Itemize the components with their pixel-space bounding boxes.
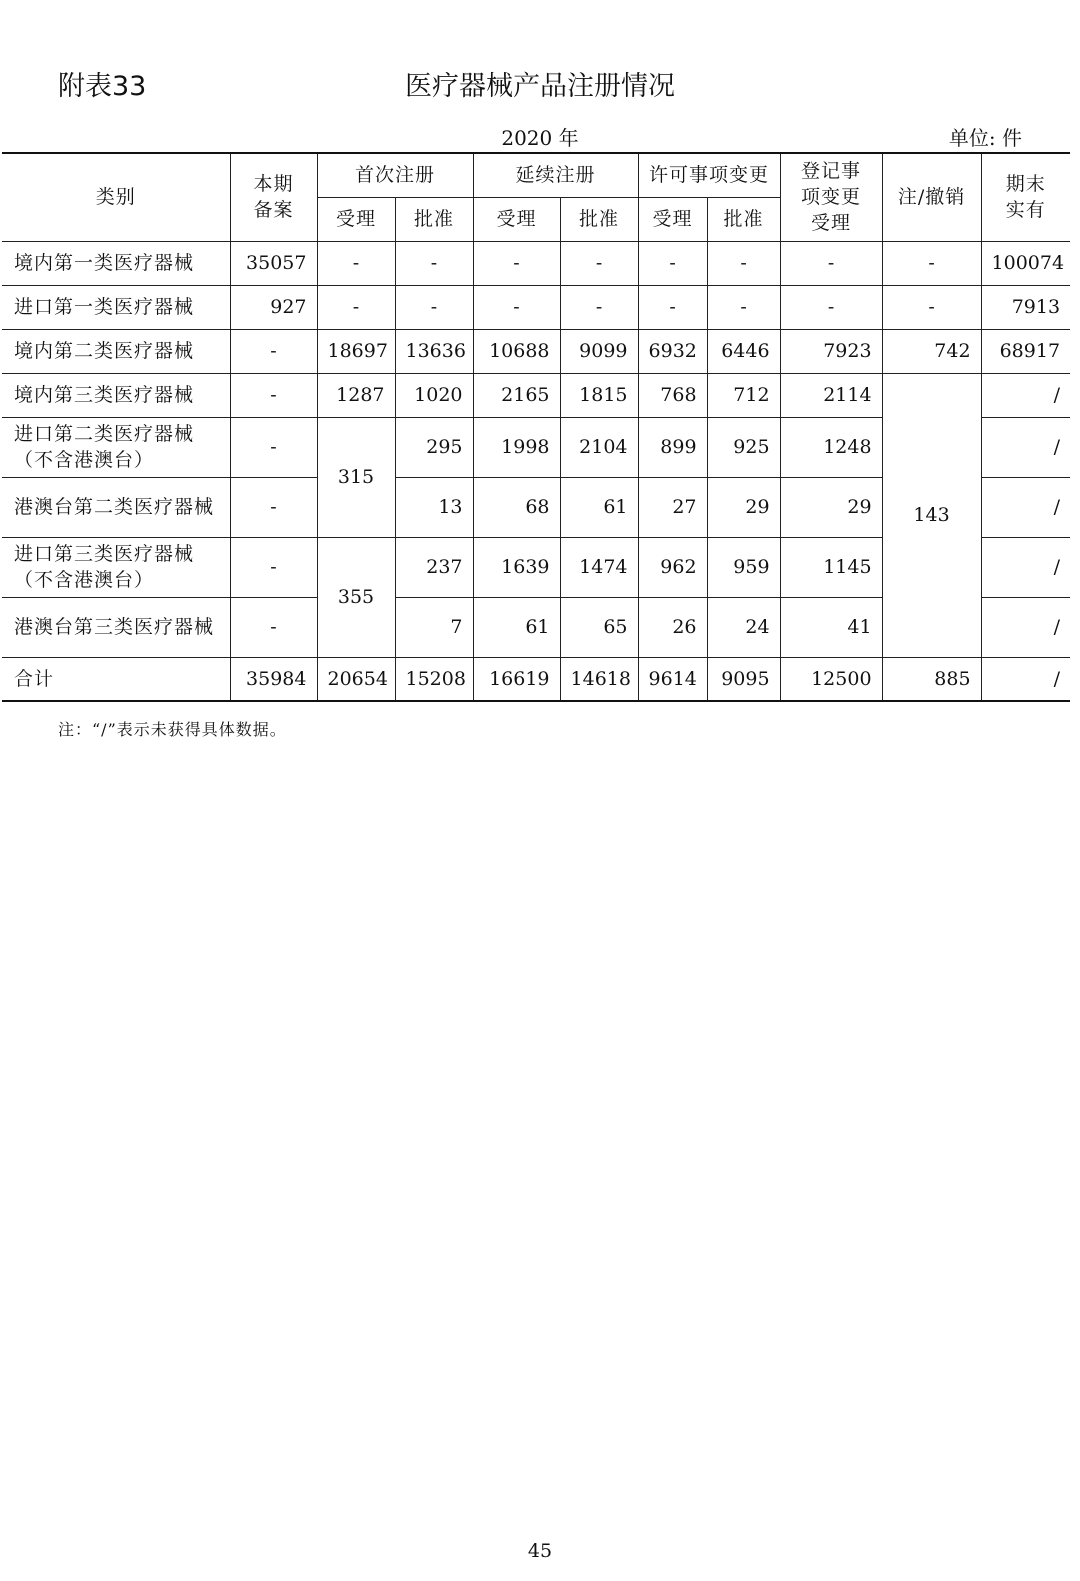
col-header-category: 类别 (2, 153, 230, 241)
cell-renew-accept: 16619 (473, 657, 560, 701)
sub-header-renew-accept: 受理 (473, 197, 560, 241)
cell-filing: 35057 (230, 241, 317, 285)
cell-registration-change: 12500 (780, 657, 882, 701)
page-number: 45 (527, 1540, 553, 1562)
cell-first-accept: - (317, 285, 395, 329)
row-category: 境内第三类医疗器械 (2, 373, 230, 417)
col-header-first-registration: 首次注册 (317, 153, 473, 197)
cell-first-accept: 20654 (317, 657, 395, 701)
cell-license-approve: - (707, 285, 780, 329)
table-row (2, 329, 1070, 373)
cell-renew-approve: 2104 (560, 417, 638, 477)
cell-license-accept: 9614 (638, 657, 707, 701)
row-category: 进口第二类医疗器械（不含港澳台） (2, 417, 230, 477)
cell-cancel: - (882, 285, 981, 329)
year-label: 2020 年 (501, 126, 579, 150)
cell-license-approve: 24 (707, 597, 780, 657)
cell-registration-change: - (780, 241, 882, 285)
cell-renew-approve: 1815 (560, 373, 638, 417)
cell-first-approve: 295 (395, 417, 473, 477)
cell-cancel-merged: 143 (882, 373, 981, 657)
cell-end-total: / (981, 537, 1070, 597)
cell-first-approve: 7 (395, 597, 473, 657)
cell-license-accept: 962 (638, 537, 707, 597)
cell-renew-accept: 10688 (473, 329, 560, 373)
cell-license-accept: 6932 (638, 329, 707, 373)
cell-renew-accept: 1998 (473, 417, 560, 477)
cell-end-total: 100074 (981, 241, 1070, 285)
cell-first-approve: 13636 (395, 329, 473, 373)
row-category: 港澳台第三类医疗器械 (2, 597, 230, 657)
sub-header-first-approve: 批准 (395, 197, 473, 241)
cell-filing: - (230, 329, 317, 373)
cell-first-approve: 13 (395, 477, 473, 537)
col-header-renewal: 延续注册 (473, 153, 638, 197)
cell-end-total: / (981, 657, 1070, 701)
col-header-license-change: 许可事项变更 (638, 153, 780, 197)
col-header-cancel: 注/撤销 (882, 153, 981, 241)
cell-renew-accept: - (473, 285, 560, 329)
unit-label: 单位: 件 (948, 126, 1022, 150)
cell-license-accept: 768 (638, 373, 707, 417)
footnote: 注：“/”表示未获得具体数据。 (58, 720, 287, 739)
cell-end-total: / (981, 477, 1070, 537)
cell-license-approve: 959 (707, 537, 780, 597)
cell-filing: 35984 (230, 657, 317, 701)
cell-filing: - (230, 597, 317, 657)
cell-renew-accept: 2165 (473, 373, 560, 417)
table-row (2, 373, 1070, 417)
cell-registration-change: - (780, 285, 882, 329)
cell-first-approve: 1020 (395, 373, 473, 417)
cell-license-approve: 925 (707, 417, 780, 477)
row-category: 进口第一类医疗器械 (2, 285, 230, 329)
cell-renew-approve: 1474 (560, 537, 638, 597)
sub-header-license-approve: 批准 (707, 197, 780, 241)
cell-first-accept-merged: 315 (317, 417, 395, 537)
cell-filing: - (230, 417, 317, 477)
table-row (2, 285, 1070, 329)
cell-first-approve: - (395, 285, 473, 329)
cell-filing: 927 (230, 285, 317, 329)
header-row-1 (2, 153, 1070, 197)
cell-license-accept: 26 (638, 597, 707, 657)
cell-registration-change: 1145 (780, 537, 882, 597)
table-row-total (2, 657, 1070, 701)
cell-license-approve: 712 (707, 373, 780, 417)
cell-renew-approve: 61 (560, 477, 638, 537)
cell-first-approve: 237 (395, 537, 473, 597)
row-category: 境内第一类医疗器械 (2, 241, 230, 285)
page-title: 医疗器械产品注册情况 (405, 71, 675, 102)
cell-license-accept: 899 (638, 417, 707, 477)
cell-renew-accept: 1639 (473, 537, 560, 597)
sub-header-first-accept: 受理 (317, 197, 395, 241)
cell-registration-change: 41 (780, 597, 882, 657)
cell-renew-approve: 65 (560, 597, 638, 657)
cell-renew-accept: 61 (473, 597, 560, 657)
cell-end-total: / (981, 597, 1070, 657)
cell-end-total: 68917 (981, 329, 1070, 373)
table-row (2, 241, 1070, 285)
cell-cancel: 885 (882, 657, 981, 701)
cell-filing: - (230, 537, 317, 597)
cell-renew-approve: - (560, 285, 638, 329)
cell-end-total: / (981, 417, 1070, 477)
col-header-end-total: 期末实有 (981, 153, 1070, 241)
sub-header-renew-approve: 批准 (560, 197, 638, 241)
cell-registration-change: 29 (780, 477, 882, 537)
cell-license-approve: - (707, 241, 780, 285)
cell-first-accept: 1287 (317, 373, 395, 417)
cell-end-total: 7913 (981, 285, 1070, 329)
cell-filing: - (230, 477, 317, 537)
row-category: 港澳台第二类医疗器械 (2, 477, 230, 537)
row-category: 进口第三类医疗器械（不含港澳台） (2, 537, 230, 597)
cell-renew-accept: 68 (473, 477, 560, 537)
cell-filing: - (230, 373, 317, 417)
cell-license-approve: 6446 (707, 329, 780, 373)
cell-registration-change: 1248 (780, 417, 882, 477)
row-category: 境内第二类医疗器械 (2, 329, 230, 373)
cell-license-approve: 9095 (707, 657, 780, 701)
cell-renew-approve: 14618 (560, 657, 638, 701)
table-number: 附表33 (58, 71, 147, 102)
sub-header-license-accept: 受理 (638, 197, 707, 241)
cell-first-accept-merged: 355 (317, 537, 395, 657)
cell-first-accept: 18697 (317, 329, 395, 373)
cell-first-approve: - (395, 241, 473, 285)
cell-renew-approve: 9099 (560, 329, 638, 373)
cell-registration-change: 7923 (780, 329, 882, 373)
row-category: 合计 (2, 657, 230, 701)
cell-license-approve: 29 (707, 477, 780, 537)
cell-first-approve: 15208 (395, 657, 473, 701)
col-header-filing: 本期备案 (230, 153, 317, 241)
cell-first-accept: - (317, 241, 395, 285)
col-header-registration-change: 登记事项变更受理 (780, 153, 882, 241)
cell-renew-accept: - (473, 241, 560, 285)
cell-end-total: / (981, 373, 1070, 417)
cell-cancel: 742 (882, 329, 981, 373)
cell-license-accept: - (638, 241, 707, 285)
cell-cancel: - (882, 241, 981, 285)
cell-registration-change: 2114 (780, 373, 882, 417)
registration-table (2, 152, 1070, 702)
cell-license-accept: 27 (638, 477, 707, 537)
cell-license-accept: - (638, 285, 707, 329)
cell-renew-approve: - (560, 241, 638, 285)
